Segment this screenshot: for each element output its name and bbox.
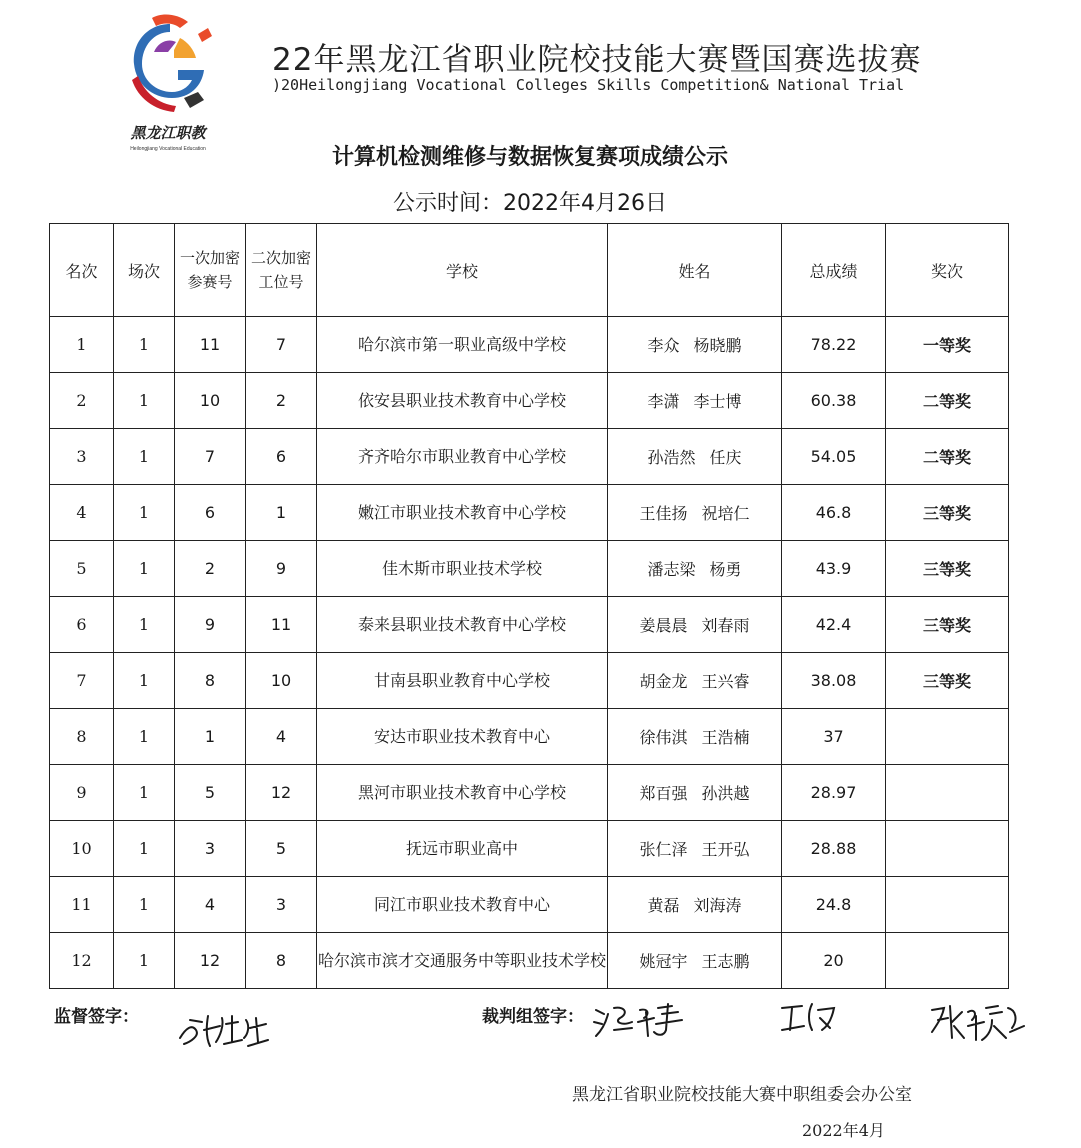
- header-title: 22年黑龙江省职业院校技能大赛暨国赛选拔赛: [272, 42, 922, 78]
- cell-school: 黑河市职业技术教育中心学校: [317, 765, 608, 821]
- table-row: [50, 709, 1009, 765]
- cell-name-2: 孙洪越: [701, 784, 750, 803]
- cell-school: 抚远市职业高中: [317, 821, 608, 877]
- cell-station: 7: [246, 317, 317, 373]
- cell-name-2: 任庆: [709, 448, 742, 467]
- handwritten-signature-icon: [592, 1000, 688, 1040]
- cell-session: 1: [114, 821, 175, 877]
- cell-station: 1: [246, 485, 317, 541]
- cell-score: 24.8: [782, 877, 886, 933]
- header-school: 学校: [317, 224, 608, 317]
- cell-score: 60.38: [782, 373, 886, 429]
- cell-session: 1: [114, 373, 175, 429]
- cell-session: 1: [114, 765, 175, 821]
- header-names: 姓名: [608, 224, 782, 317]
- supervisor-signature-label: 监督签字：: [54, 1007, 139, 1027]
- header-entry-bottom: 参赛号: [187, 273, 233, 291]
- cell-session: 1: [114, 653, 175, 709]
- issuing-organization: 黑龙江省职业院校技能大赛中职组委会办公室: [572, 1085, 912, 1105]
- results-table: [49, 223, 1009, 989]
- cell-entry: 9: [175, 597, 246, 653]
- cell-session: 1: [114, 541, 175, 597]
- cell-entry: 1: [175, 709, 246, 765]
- cell-school: 哈尔滨市第一职业高级中学校: [317, 317, 608, 373]
- cell-station: 5: [246, 821, 317, 877]
- cell-name-2: 杨晓鹏: [693, 336, 742, 355]
- cell-name-2: 王兴睿: [701, 672, 750, 691]
- cell-entry: 3: [175, 821, 246, 877]
- cell-rank: 9: [50, 765, 114, 821]
- header-entry-number: [175, 224, 246, 317]
- competition-logo: [118, 12, 218, 157]
- cell-name-1: 姜晨晨: [639, 616, 688, 635]
- cell-entry: 11: [175, 317, 246, 373]
- header-entry-top: 一次加密: [179, 249, 240, 267]
- header-award: 奖次: [886, 224, 1009, 317]
- cell-score: 28.88: [782, 821, 886, 877]
- cell-entry: 5: [175, 765, 246, 821]
- jury-signature-3: [928, 998, 1028, 1050]
- cell-entry: 10: [175, 373, 246, 429]
- cell-name-2: 王开弘: [701, 840, 750, 859]
- cell-school: 嫩江市职业技术教育中心学校: [317, 485, 608, 541]
- cell-names: [608, 485, 782, 541]
- issue-date: 2022年4月: [802, 1121, 885, 1140]
- cell-rank: 8: [50, 709, 114, 765]
- handwritten-signature-icon: [928, 998, 1028, 1046]
- cell-name-1: 徐伟淇: [639, 728, 688, 747]
- cell-rank: 4: [50, 485, 114, 541]
- cell-session: 1: [114, 597, 175, 653]
- cell-school: 齐齐哈尔市职业教育中心学校: [317, 429, 608, 485]
- cell-session: 1: [114, 429, 175, 485]
- cell-award: [886, 821, 1009, 877]
- cell-station: 9: [246, 541, 317, 597]
- table-row: [50, 485, 1009, 541]
- cell-names: [608, 709, 782, 765]
- cell-rank: 7: [50, 653, 114, 709]
- cell-award: 三等奖: [886, 597, 1009, 653]
- cell-names: [608, 765, 782, 821]
- cell-score: 28.97: [782, 765, 886, 821]
- cell-name-2: 李士博: [693, 392, 742, 411]
- cell-name-2: 王志鹏: [701, 952, 750, 971]
- cell-station: 2: [246, 373, 317, 429]
- cell-award: [886, 877, 1009, 933]
- cell-entry: 2: [175, 541, 246, 597]
- cell-award: 二等奖: [886, 373, 1009, 429]
- cell-name-2: 刘春雨: [701, 616, 750, 635]
- cell-name-1: 胡金龙: [639, 672, 688, 691]
- cell-score: 38.08: [782, 653, 886, 709]
- header-station-number: [246, 224, 317, 317]
- cell-school: 哈尔滨市滨才交通服务中等职业技术学校: [317, 933, 608, 989]
- cell-station: 8: [246, 933, 317, 989]
- cell-entry: 6: [175, 485, 246, 541]
- cell-station: 3: [246, 877, 317, 933]
- cell-names: [608, 653, 782, 709]
- cell-name-1: 李众: [647, 336, 680, 355]
- logo-text-en: Heilongjiang Vocational Education: [130, 146, 206, 152]
- cell-name-1: 黄磊: [647, 896, 680, 915]
- cell-school: 甘南县职业教育中心学校: [317, 653, 608, 709]
- cell-session: 1: [114, 485, 175, 541]
- cell-school: 依安县职业技术教育中心学校: [317, 373, 608, 429]
- cell-award: 二等奖: [886, 429, 1009, 485]
- logo-text-cn: 黑龙江职教: [130, 124, 206, 142]
- cell-names: [608, 933, 782, 989]
- jury-signature-1: [592, 1000, 688, 1044]
- cell-station: 11: [246, 597, 317, 653]
- cell-award: [886, 709, 1009, 765]
- cell-award: 三等奖: [886, 541, 1009, 597]
- cell-session: 1: [114, 709, 175, 765]
- handwritten-signature-icon: [778, 1000, 838, 1036]
- table-row: [50, 317, 1009, 373]
- table-row: [50, 877, 1009, 933]
- header-session: 场次: [114, 224, 175, 317]
- cell-station: 10: [246, 653, 317, 709]
- cell-name-2: 王浩楠: [701, 728, 750, 747]
- cell-school: 安达市职业技术教育中心: [317, 709, 608, 765]
- cell-rank: 12: [50, 933, 114, 989]
- cell-station: 12: [246, 765, 317, 821]
- cell-award: 三等奖: [886, 485, 1009, 541]
- cell-score: 37: [782, 709, 886, 765]
- handwritten-signature-icon: [176, 1008, 272, 1052]
- header-station-top: 二次加密: [250, 249, 311, 267]
- header-rank: 名次: [50, 224, 114, 317]
- cell-names: [608, 317, 782, 373]
- cell-score: 20: [782, 933, 886, 989]
- cell-school: 泰来县职业技术教育中心学校: [317, 597, 608, 653]
- cell-school: 佳木斯市职业技术学校: [317, 541, 608, 597]
- supervisor-signature: [176, 1008, 272, 1056]
- cell-name-2: 杨勇: [709, 560, 742, 579]
- cell-name-1: 潘志梁: [647, 560, 696, 579]
- table-header-row: [50, 224, 1009, 317]
- cell-name-2: 刘海涛: [693, 896, 742, 915]
- cell-names: [608, 597, 782, 653]
- header-station-bottom: 工位号: [258, 273, 304, 291]
- cell-names: [608, 541, 782, 597]
- cell-rank: 2: [50, 373, 114, 429]
- cell-rank: 3: [50, 429, 114, 485]
- header-score: 总成绩: [782, 224, 886, 317]
- cell-rank: 5: [50, 541, 114, 597]
- cell-name-1: 孙浩然: [647, 448, 696, 467]
- table-row: [50, 597, 1009, 653]
- document-title: 计算机检测维修与数据恢复赛项成绩公示: [331, 145, 728, 170]
- cell-name-1: 郑百强: [639, 784, 688, 803]
- cell-award: [886, 933, 1009, 989]
- cell-award: 一等奖: [886, 317, 1009, 373]
- cell-station: 6: [246, 429, 317, 485]
- table-row: [50, 821, 1009, 877]
- cell-session: 1: [114, 877, 175, 933]
- cell-rank: 10: [50, 821, 114, 877]
- cell-station: 4: [246, 709, 317, 765]
- table-row: [50, 765, 1009, 821]
- cell-entry: 4: [175, 877, 246, 933]
- cell-name-1: 王佳扬: [639, 504, 688, 523]
- table-row: [50, 541, 1009, 597]
- cell-award: 三等奖: [886, 653, 1009, 709]
- cell-name-1: 姚冠宇: [639, 952, 688, 971]
- cell-score: 43.9: [782, 541, 886, 597]
- cell-names: [608, 429, 782, 485]
- cell-score: 54.05: [782, 429, 886, 485]
- cell-score: 78.22: [782, 317, 886, 373]
- cell-entry: 8: [175, 653, 246, 709]
- table-row: [50, 653, 1009, 709]
- cell-names: [608, 821, 782, 877]
- jury-signature-label: 裁判组签字：: [482, 1007, 584, 1027]
- cell-rank: 1: [50, 317, 114, 373]
- cell-names: [608, 877, 782, 933]
- table-row: [50, 933, 1009, 989]
- cell-entry: 12: [175, 933, 246, 989]
- cell-score: 42.4: [782, 597, 886, 653]
- cell-entry: 7: [175, 429, 246, 485]
- cell-school: 同江市职业技术教育中心: [317, 877, 608, 933]
- header-subtitle: )20Heilongjiang Vocational Colleges Skills Competition& National Trial: [272, 76, 905, 94]
- table-row: [50, 429, 1009, 485]
- cell-award: [886, 765, 1009, 821]
- logo-emblem-icon: [118, 12, 218, 117]
- publish-date: 公示时间：2022年4月26日: [393, 191, 667, 216]
- cell-names: [608, 373, 782, 429]
- cell-name-1: 李潇: [647, 392, 680, 411]
- cell-rank: 11: [50, 877, 114, 933]
- cell-score: 46.8: [782, 485, 886, 541]
- cell-session: 1: [114, 317, 175, 373]
- cell-name-1: 张仁泽: [639, 840, 688, 859]
- cell-session: 1: [114, 933, 175, 989]
- jury-signature-2: [778, 1000, 838, 1040]
- cell-rank: 6: [50, 597, 114, 653]
- table-row: [50, 373, 1009, 429]
- cell-name-2: 祝培仁: [701, 504, 750, 523]
